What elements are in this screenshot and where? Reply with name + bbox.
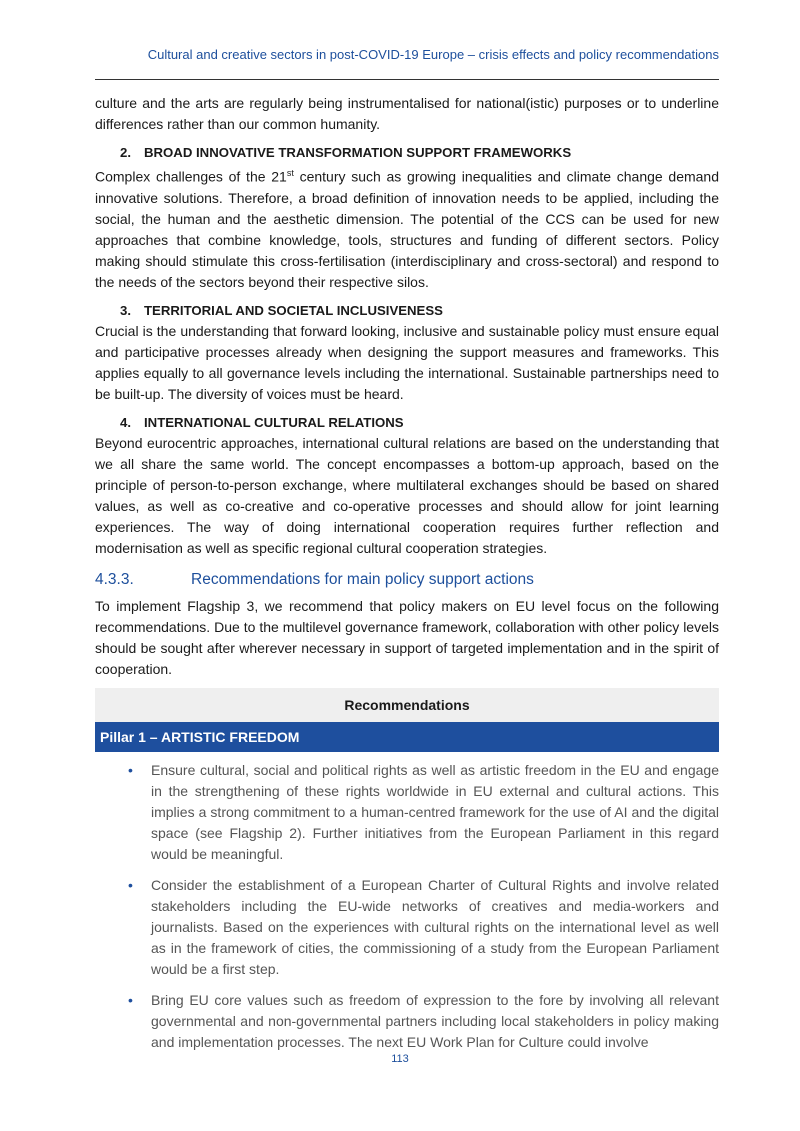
recommendations-list (95, 760, 719, 1053)
pillar-2-paragraph (95, 163, 719, 293)
pillar-title: TERRITORIAL AND SOCIETAL INCLUSIVENESS (144, 302, 443, 318)
pillar-1-bar: Pillar 1 – ARTISTIC FREEDOM (95, 722, 719, 752)
intro-paragraph: culture and the arts are regularly being instrumentalised for national(istic) purposes or to underline differences rather than our common humanity. (95, 95, 719, 132)
bullet-icon: • (128, 761, 133, 778)
section-heading (95, 569, 719, 591)
pillar-heading-3 (95, 300, 719, 321)
bullet-icon: • (128, 991, 133, 1008)
bullet-icon: • (128, 876, 133, 893)
pillar-heading-2 (95, 142, 719, 163)
list-item-text: Ensure cultural, social and political rights as well as artistic freedom in the EU and engage in the strengthening of these rights worldwide in EU external and cultural actions. This implies a strong commitment to a human-centred framework for the use of AI and the digital space (see Flagship 2). Further initiatives from the European Parliament in this regard would be meaningful. (151, 761, 719, 862)
paragraph-text: century such as growing inequalities and climate change demand innovative solutions. Therefore, a broad definition of innovation needs to be applied, including the social, the human and the aesthetic dimension. The potential of the CCS can be used for new approaches that combine knowledge, tools, structures and funding of different sectors. Policy making should stimulate this cross-fertilisation (interdisciplinary and cross-sectoral) and respond to the needs of the sectors beyond their respective silos. (95, 168, 720, 290)
pillar-4-paragraph: Beyond eurocentric approaches, international cultural relations are based on the understanding that we all share the same world. The concept encompasses a bottom-up approach, based on the principle of person-to-person exchange, where multilateral exchanges should be based on shared values, as well as co-creative and co-operative processes and should allow for joint learning experiences. The way of doing international cooperation requires further reflection and modernisation as well as specific regional cultural cooperation strategies. (95, 434, 719, 556)
recommendations-table-header: Recommendations (95, 688, 719, 722)
section-title: Recommendations for main policy support actions (191, 570, 534, 588)
list-item (95, 875, 719, 980)
superscript: st (286, 168, 294, 178)
running-header: Cultural and creative sectors in post-COVID-19 Europe – crisis effects and policy recommendations (147, 47, 719, 62)
page-content (95, 93, 719, 1063)
pillar-number: 4. (120, 414, 131, 430)
list-item (95, 760, 719, 865)
list-item-text: Consider the establishment of a European Charter of Cultural Rights and involve related stakeholders including the EU-wide networks of creatives and media-workers and journalists. Based on the experiences with cultural rights on the international level as well as in the framework of cities, the commissioning of a study from the European Parliament would be a first step. (151, 876, 719, 977)
section-paragraph: To implement Flagship 3, we recommend that policy makers on EU level focus on the following recommendations. Due to the multilevel governance framework, collaboration with other policy levels should be sought after wherever necessary in support of targeted implementation and in the spirit of cooperation. (95, 597, 719, 677)
pillar-3-paragraph: Crucial is the understanding that forward looking, inclusive and sustainable policy must ensure equal and participative processes already when designing the support measures and frameworks. This applies equally to all governance levels including the international. Sustainable partnerships need to be built-up. The diversity of voices must be heard. (95, 322, 719, 402)
list-item-text: Bring EU core values such as freedom of expression to the fore by involving all relevant governmental and non-governmental partners including local stakeholders in policy making and implementation processes. The next EU Work Plan for Culture could involve (151, 991, 719, 1050)
section-number: 4.3.3. (95, 570, 134, 588)
list-item (95, 990, 719, 1053)
pillar-title: BROAD INNOVATIVE TRANSFORMATION SUPPORT FRAMEWORKS (144, 145, 572, 160)
header-divider (95, 79, 719, 80)
page-number: 113 (391, 1053, 409, 1065)
pillar-number: 3. (120, 302, 131, 318)
pillar-heading-4 (95, 412, 719, 433)
pillar-number: 2. (120, 145, 131, 160)
paragraph-text: Complex challenges of the 21 (95, 168, 287, 185)
pillar-title: INTERNATIONAL CULTURAL RELATIONS (144, 414, 404, 430)
